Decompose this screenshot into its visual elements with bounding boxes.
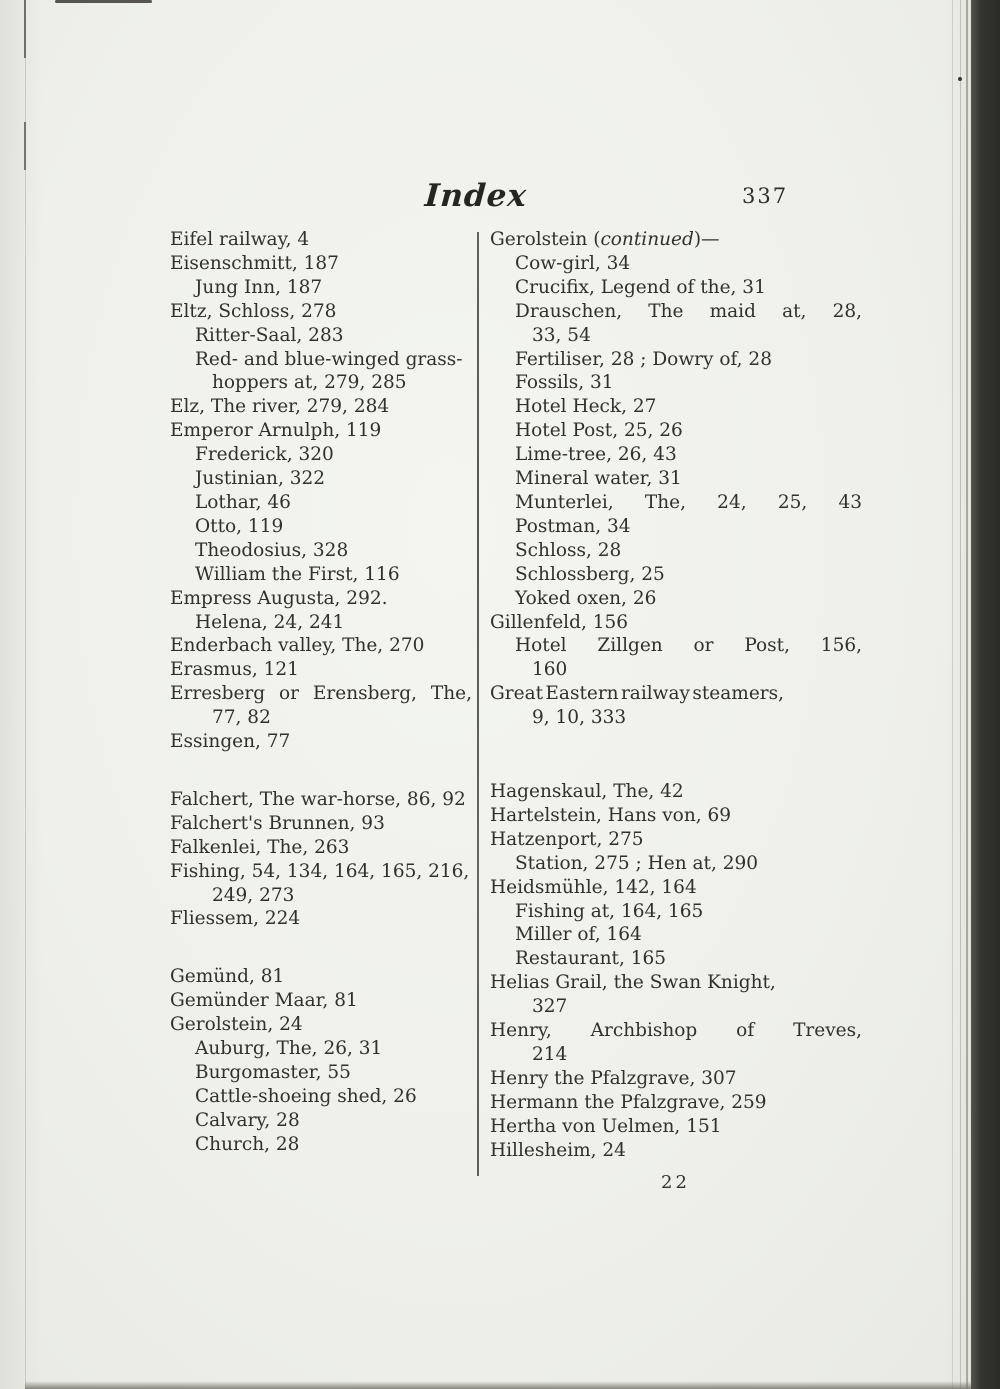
page-fold-shadow-top xyxy=(24,0,26,58)
index-entry: Mineral water, 31 xyxy=(515,468,682,490)
index-entry: Eifel railway, 4 xyxy=(170,229,310,250)
index-entry: Ritter-Saal, 283 xyxy=(195,324,344,346)
index-entry: Calvary, 28 xyxy=(195,1109,300,1131)
index-entry: 214 xyxy=(532,1044,568,1065)
index-entry: Lime-tree, 26, 43 xyxy=(515,444,677,466)
page-title: Index xyxy=(423,178,529,214)
index-entry: Empress Augusta, 292. xyxy=(170,587,388,609)
index-entry: Hertha von Uelmen, 151 xyxy=(490,1115,722,1137)
index-entry: Erasmus, 121 xyxy=(170,659,299,681)
index-entry: Falchert's Brunnen, 93 xyxy=(170,812,385,834)
index-entry: Gemünder Maar, 81 xyxy=(170,990,358,1012)
index-entry: Red- and blue-winged grass- xyxy=(195,348,463,370)
index-entry: Falkenlei, The, 263 xyxy=(170,836,350,858)
index-entry: Henry the Pfalzgrave, 307 xyxy=(490,1067,737,1089)
index-entry: Heidsmühle, 142, 164 xyxy=(490,876,697,898)
index-entry: Frederick, 320 xyxy=(195,444,334,466)
index-entry: Crucifix, Legend of the, 31 xyxy=(515,276,766,298)
index-entry: Postman, 34 xyxy=(515,515,631,537)
index-entry: 9, 10, 333 xyxy=(532,707,627,729)
index-entry: Essingen, 77 xyxy=(170,731,291,753)
index-entry: Fossils, 31 xyxy=(515,372,614,394)
index-entry: Cow-girl, 34 xyxy=(515,252,631,274)
index-entry: Theodosius, 328 xyxy=(195,539,349,561)
index-entry: Drauschen, The maid at, 28, xyxy=(515,300,862,322)
page-edge-line-2 xyxy=(960,0,961,1389)
index-entry: Yoked oxen, 26 xyxy=(515,587,657,609)
index-entry: Hatzenport, 275 xyxy=(490,828,644,850)
index-entry: 327 xyxy=(532,996,568,1018)
index-entry: Jung Inn, 187 xyxy=(195,276,323,298)
index-entry: Fliessem, 224 xyxy=(170,908,301,930)
book-cover-edge xyxy=(971,0,1000,1389)
index-entry: Gerolstein, 24 xyxy=(170,1014,303,1036)
index-entry: Station, 275 ; Hen at, 290 xyxy=(515,852,759,874)
index-entry: Hotel Heck, 27 xyxy=(515,396,657,418)
index-entry: Eisenschmitt, 187 xyxy=(170,252,339,274)
index-entry: 160 xyxy=(532,659,568,681)
index-entry: Lothar, 46 xyxy=(195,491,291,513)
index-column-right xyxy=(490,228,862,1163)
index-entry xyxy=(490,228,862,252)
index-entry: Hotel Zillgen or Post, 156, xyxy=(515,635,862,657)
index-entry: Schloss, 28 xyxy=(515,539,622,561)
scan-speck xyxy=(958,77,962,81)
index-entry: Fishing at, 164, 165 xyxy=(515,900,704,922)
index-entry: Helena, 24, 241 xyxy=(195,611,345,633)
index-entry: William the First, 116 xyxy=(195,563,400,585)
index-entry: Hermann the Pfalzgrave, 259 xyxy=(490,1091,767,1113)
index-entry: Church, 28 xyxy=(195,1133,300,1155)
index-entry: Schlossberg, 25 xyxy=(515,563,665,585)
index-entry: Emperor Arnulph, 119 xyxy=(170,420,382,442)
index-entry-text: )— xyxy=(693,229,720,250)
index-entry: Gemünd, 81 xyxy=(170,966,285,988)
index-entry: Henry, Archbishop of Treves, xyxy=(490,1020,862,1042)
column-divider xyxy=(477,232,479,1176)
index-entry: Hartelstein, Hans von, 69 xyxy=(490,804,732,826)
index-entry: Otto, 119 xyxy=(195,515,284,537)
index-entry: Hagenskaul, The, 42 xyxy=(490,781,684,803)
index-entry: Enderbach valley, The, 270 xyxy=(170,635,425,657)
index-entry: hoppers at, 279, 285 xyxy=(212,372,407,394)
page-edge-line-3 xyxy=(966,0,968,1389)
signature-mark: 22 xyxy=(661,1172,690,1193)
page-number: 337 xyxy=(742,184,789,208)
index-column-left xyxy=(170,228,472,1157)
index-entry: 249, 273 xyxy=(212,884,295,906)
index-entry: Burgomaster, 55 xyxy=(195,1062,351,1083)
index-entry: Cattle-shoeing shed, 26 xyxy=(195,1085,417,1107)
scan-edge-artifact-top xyxy=(55,0,152,3)
index-entry: Hotel Post, 25, 26 xyxy=(515,420,683,442)
index-entry-text-italic: continued xyxy=(600,229,694,250)
index-entry: Erresberg or Erensberg, The, xyxy=(170,683,472,705)
page-edge-line-1 xyxy=(952,0,953,1389)
index-entry: Gillenfeld, 156 xyxy=(490,611,629,633)
index-entry: Fishing, 54, 134, 164, 165, 216, xyxy=(170,860,470,882)
index-entry: Fertiliser, 28 ; Dowry of, 28 xyxy=(515,348,772,370)
index-entry: Great Eastern railway steamers, xyxy=(490,683,784,705)
page-bottom-shadow xyxy=(25,1381,971,1389)
index-entry: Elz, The river, 279, 284 xyxy=(170,396,390,418)
index-entry: Restaurant, 165 xyxy=(515,948,667,970)
index-entry: Hillesheim, 24 xyxy=(490,1139,626,1161)
page-fold-shadow-mid xyxy=(24,122,26,170)
index-entry: Justinian, 322 xyxy=(195,468,326,490)
index-entry: Helias Grail, the Swan Knight, xyxy=(490,972,776,994)
index-entry: Munterlei, The, 24, 25, 43 xyxy=(515,491,862,513)
index-entry: 33, 54 xyxy=(532,324,591,346)
index-entry-text: Gerolstein ( xyxy=(490,229,601,250)
page-fold-line xyxy=(25,0,26,1389)
index-entry: Miller of, 164 xyxy=(515,924,642,946)
index-entry: Auburg, The, 26, 31 xyxy=(195,1038,383,1060)
index-entry: Falchert, The war-horse, 86, 92 xyxy=(170,788,466,810)
index-entry: Eltz, Schloss, 278 xyxy=(170,300,337,322)
index-entry: 77, 82 xyxy=(212,707,271,729)
